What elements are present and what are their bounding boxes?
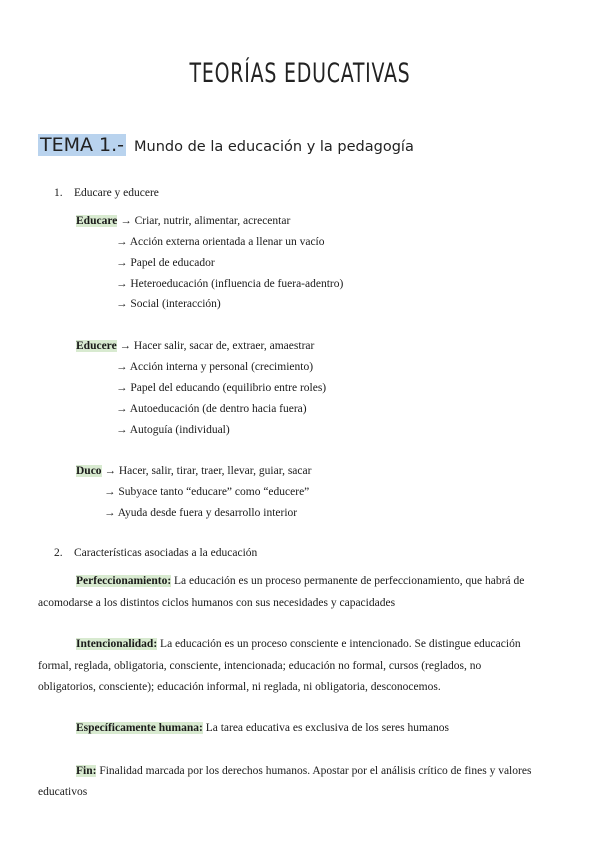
definition-text: → Hacer salir, sacar de, extraer, amaestrar: [116, 340, 315, 352]
topic-subtitle: Mundo de la educación y la pedagogía: [134, 139, 414, 155]
section-number: 1.: [54, 187, 63, 199]
characteristic-continuation: acomodarse a los distintos ciclos humanos con sus necesidades y capacidades: [38, 597, 396, 609]
list-item: → Heteroeducación (influencia de fuera-adentro): [116, 278, 344, 290]
section-2-heading: [54, 547, 257, 559]
characteristic-continuation: educativos: [38, 786, 88, 798]
characteristic-text: La educación es un proceso consciente e intencionado. Se distingue educación: [157, 638, 521, 650]
definition-text: → Criar, nutrir, alimentar, acrecentar: [117, 215, 291, 227]
characteristic-line: [76, 722, 449, 734]
term-highlight: Específicamente humana:: [76, 722, 203, 734]
characteristic-text: Finalidad marcada por los derechos humanos. Apostar por el análisis crítico de fines y valores: [96, 765, 532, 777]
section-title: Educare y educere: [74, 187, 159, 199]
list-item: → Subyace tanto “educare” como “educere”: [104, 486, 310, 498]
characteristic-line: [76, 765, 531, 777]
characteristic-continuation: formal, reglada, obligatoria, consciente, intencionada; educación no formal, cursos (reglados, no: [38, 660, 482, 672]
term-highlight: Educere: [76, 340, 117, 352]
document-title: TEORÍAS EDUCATIVAS: [189, 58, 411, 89]
characteristic-line: [76, 575, 524, 587]
list-item: → Acción externa orientada a llenar un vacío: [116, 236, 325, 248]
section-number: 2.: [54, 547, 63, 559]
list-item: → Autoeducación (de dentro hacia fuera): [116, 403, 307, 415]
term-highlight: Perfeccionamiento:: [76, 575, 172, 587]
term-highlight: Duco: [76, 465, 102, 477]
term-highlight: Intencionalidad:: [76, 638, 158, 650]
list-item: → Autoguía (individual): [116, 424, 230, 436]
definition-text: → Hacer, salir, tirar, traer, llevar, guiar, sacar: [101, 465, 312, 477]
educare-line: [76, 215, 290, 227]
list-item: → Acción interna y personal (crecimiento): [116, 361, 314, 373]
section-title: Características asociadas a la educación: [74, 547, 258, 559]
section-1-heading: [54, 187, 159, 199]
list-item: → Social (interacción): [116, 298, 221, 310]
topic-label: TEMA 1.-: [40, 134, 125, 156]
duco-line: [76, 465, 311, 477]
list-item: → Papel del educando (equilibrio entre roles): [116, 382, 327, 394]
educere-line: [76, 340, 314, 352]
list-item: → Ayuda desde fuera y desarrollo interior: [104, 507, 298, 519]
term-highlight: Fin:: [76, 765, 97, 777]
topic-heading: [38, 134, 414, 156]
characteristic-line: [76, 638, 521, 650]
characteristic-text: La educación es un proceso permanente de perfeccionamiento, que habrá de: [171, 575, 525, 587]
term-highlight: Educare: [76, 215, 118, 227]
list-item: → Papel de educador: [116, 257, 215, 269]
characteristic-continuation: obligatorios, consciente); educación informal, ni reglada, ni obligatoria, desconocemos.: [38, 681, 441, 693]
characteristic-text: La tarea educativa es exclusiva de los seres humanos: [202, 722, 450, 734]
